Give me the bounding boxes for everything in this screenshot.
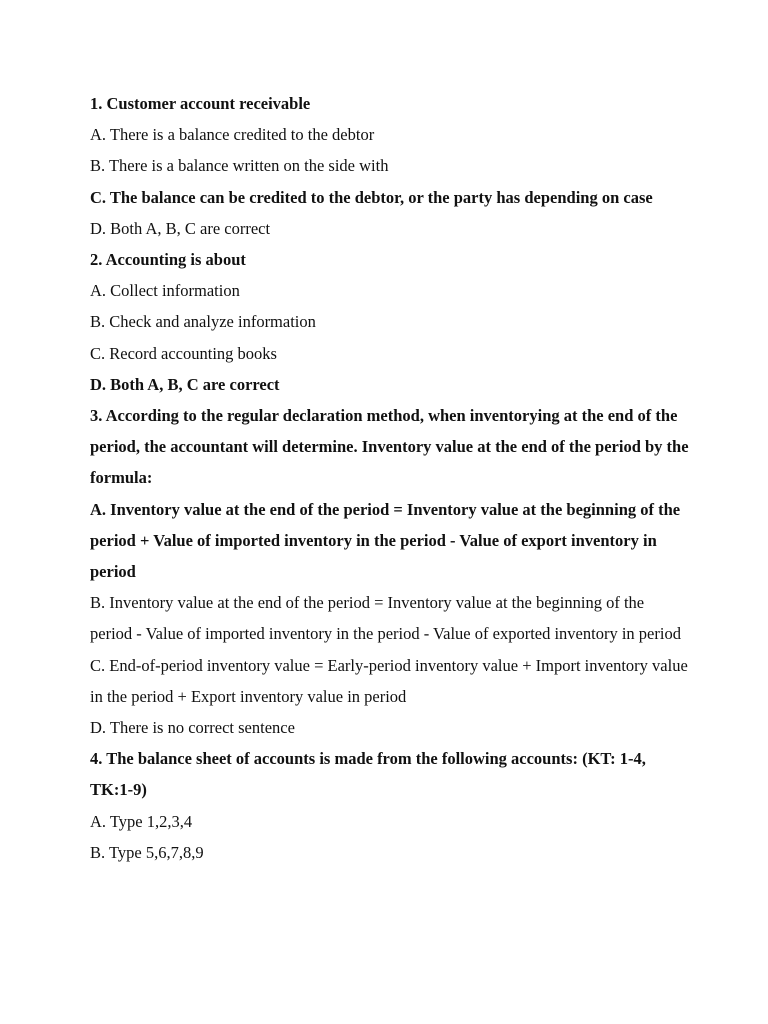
question-2-option-c: C. Record accounting books (90, 343, 277, 363)
quiz-document (90, 88, 690, 868)
question-1-option-c-correct: C. The balance can be credited to the debtor, or the party has depending on case (90, 187, 653, 207)
question-3-option-d: D. There is no correct sentence (90, 718, 295, 738)
question-2-option-d-correct: D. Both A, B, C are correct (90, 374, 280, 394)
question-1-option-d: D. Both A, B, C are correct (90, 218, 271, 238)
question-4 (90, 743, 690, 868)
question-4-option-b: B. Type 5,6,7,8,9 (90, 842, 204, 862)
question-4-text: 4. The balance sheet of accounts is made from the following accounts: (KT: 1-4, TK:1-9) (90, 749, 646, 800)
question-3-option-c: C. End-of-period inventory value = Early-period inventory value + Import inventory value in the period + Export inventory value in period (90, 655, 688, 706)
question-1-option-a: A. There is a balance credited to the debtor (90, 125, 375, 145)
question-1 (90, 88, 690, 244)
question-3-option-a-correct: A. Inventory value at the end of the period = Inventory value at the beginning of the period + Value of imported inventory in the period - Value of export inventory in period (90, 499, 681, 582)
question-3 (90, 400, 690, 743)
question-3-text: 3. According to the regular declaration method, when inventorying at the end of the period, the accountant will determine. Inventory value at the end of the period by the formula: (90, 406, 689, 488)
question-3-option-b: B. Inventory value at the end of the period = Inventory value at the beginning of the period - Value of imported inventory in the period - Value of exported inventory in period (90, 593, 681, 644)
question-1-text: 1. Customer account receivable (90, 94, 311, 113)
question-4-option-a: A. Type 1,2,3,4 (90, 811, 193, 831)
question-2-text: 2. Accounting is about (90, 250, 246, 270)
question-1-option-b: B. There is a balance written on the side with (90, 156, 389, 176)
question-2 (90, 244, 690, 400)
question-2-option-a: A. Collect information (90, 281, 240, 301)
question-2-option-b: B. Check and analyze information (90, 312, 316, 332)
